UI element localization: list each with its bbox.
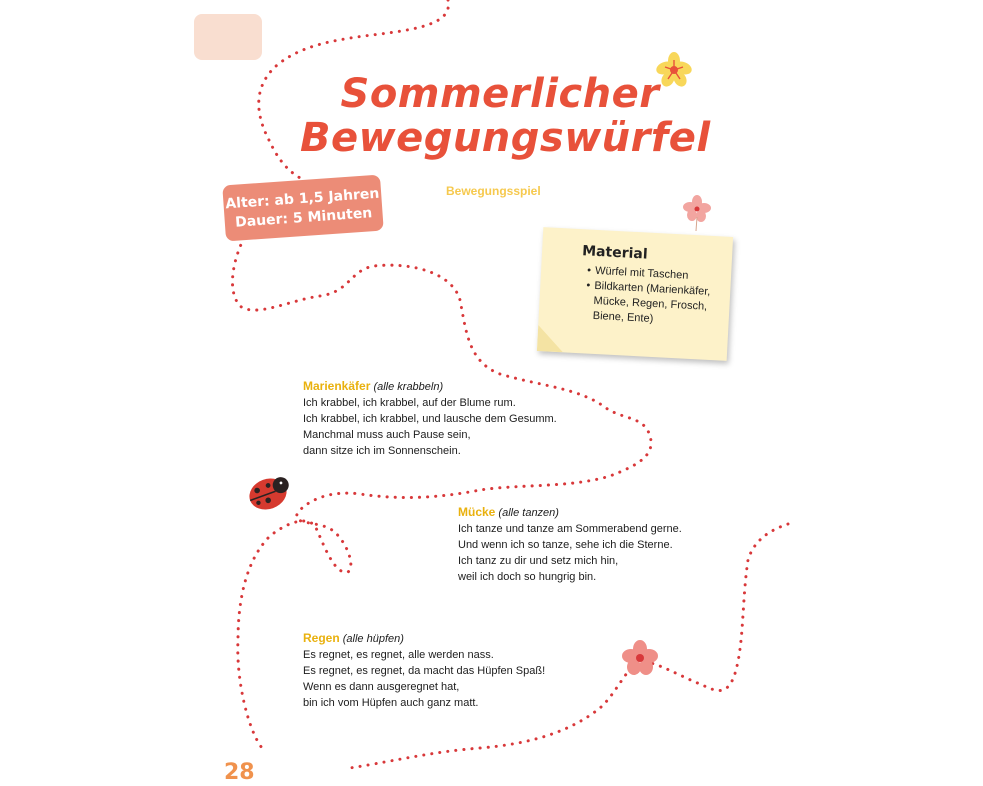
duration-label: Dauer: 5 Minuten	[234, 205, 373, 231]
material-title: Material	[581, 243, 649, 263]
material-note	[537, 227, 733, 361]
verse-line: Ich tanz zu dir und setz mich hin,	[458, 555, 619, 567]
verse-line: Ich tanze und tanze am Sommerabend gerne.	[458, 523, 682, 535]
info-box	[222, 175, 384, 242]
verse-heading	[303, 630, 603, 647]
verse-line: dann sitze ich im Sonnenschein.	[303, 445, 461, 457]
verse-regen	[303, 630, 603, 711]
title-line-2: Bewegungswürfel	[300, 115, 711, 161]
verse-line: weil ich doch so hungrig bin.	[458, 571, 597, 583]
verse-instruction: (alle krabbeln)	[373, 381, 444, 393]
red-flower-icon	[622, 640, 658, 675]
verse-line: Und wenn ich so tanze, sehe ich die Sterne.	[458, 539, 673, 551]
verse-instruction: (alle hüpfen)	[342, 633, 404, 645]
ladybug-icon	[245, 472, 295, 515]
verse-marienkaefer	[303, 378, 603, 459]
title-line-1: Sommerlicher	[340, 71, 660, 117]
verse-line: Es regnet, es regnet, da macht das Hüpfen Spaß!	[303, 665, 546, 677]
material-item: • Bildkarten (Marienkäfer, Mücke, Regen, Frosch, Biene, Ente)	[584, 278, 720, 329]
note-fold	[537, 325, 564, 352]
verse-instruction: (alle tanzen)	[498, 507, 559, 519]
verse-name: Regen	[303, 631, 340, 645]
age-label: Alter: ab 1,5 Jahren	[224, 185, 380, 213]
pink-flower-icon	[683, 195, 711, 231]
material-item: • Würfel mit Taschen	[587, 263, 722, 285]
page-number: 28	[224, 760, 255, 785]
verse-line: Es regnet, es regnet, alle werden nass.	[303, 649, 494, 661]
verse-name: Marienkäfer	[303, 379, 371, 393]
verse-line: bin ich vom Hüpfen auch ganz matt.	[303, 697, 479, 709]
verse-heading	[458, 504, 738, 521]
verse-muecke	[458, 504, 738, 585]
corner-tab	[194, 14, 262, 60]
material-list	[578, 263, 721, 330]
verse-line: Ich krabbel, ich krabbel, auf der Blume rum.	[303, 397, 516, 409]
page-title	[300, 71, 711, 161]
page-subtitle: Bewegungsspiel	[446, 184, 541, 198]
verse-heading	[303, 378, 603, 395]
verse-line: Ich krabbel, ich krabbel, und lausche dem Gesumm.	[303, 413, 557, 425]
verse-line: Manchmal muss auch Pause sein,	[303, 429, 471, 441]
verse-name: Mücke	[458, 505, 496, 519]
verse-line: Wenn es dann ausgeregnet hat,	[303, 681, 460, 693]
